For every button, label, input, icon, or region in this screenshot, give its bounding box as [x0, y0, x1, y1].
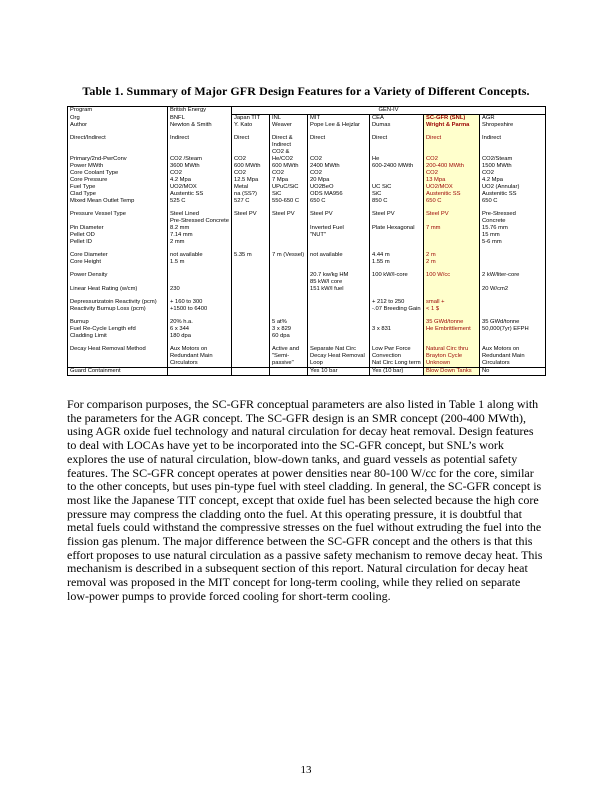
- value-cell: CO2/Steam: [480, 156, 546, 163]
- value-cell: 180 dpa: [168, 333, 232, 340]
- value-cell: 100 kW/l-core: [370, 272, 424, 286]
- value-cell: 20.7 kw/kg HM 85 kW/l core: [308, 272, 370, 286]
- value-cell: 20 W/cm2: [480, 286, 546, 293]
- value-cell: 15.76 mm: [480, 225, 546, 232]
- value-cell: [232, 259, 270, 266]
- body-paragraph: For comparison purposes, the SC-GFR conceptual parameters are also listed in Table 1 along with the parameters for the AGR concept. The SC-GFR design is an SMR concept (200-400 MWth), using AGR oxide fuel technology and natural circulation for decay heat removal. Design features to deal with LOCAs have yet to be incorporated into the SC-GFR concept, but SNL’s work explores the use of natural circulation, blow-down tanks, and guard vessels as potential safety features. The SC-GFR concept operates at power densities near 80-100 W/cc for the core, similar to the other concepts, but uses pin-type fuel with steel cladding. In general, the SC-GFR concept is most like the Japanese TIT concept, except that oxide fuel has been selected because the high core pressure may compress the cladding onto the fuel. At this operating pressure, it is doubtful that metal fuels could withstand the compressive stresses on the fuel without extruding the fuel into the fission gas plenum. The major difference between the SC-GFR concept and the others is that this effort proposes to use natural circulation as a passive safety mechanism to remove decay heat. This mechanism is described in a subsequent section of this report. Natural circulation for decay heat removal was proposed in the MIT concept for long-term cooling, while they relied on separate low-power pumps to provide forced cooling for short-term cooling.: [67, 397, 543, 603]
- value-cell: [232, 299, 270, 306]
- value-cell: [424, 333, 480, 340]
- row-label: Pressure Vessel Type: [68, 211, 168, 225]
- value-cell: UO2 (Annular): [480, 184, 546, 191]
- value-cell: [370, 319, 424, 326]
- value-cell: Direct: [232, 135, 270, 156]
- value-cell: [370, 333, 424, 340]
- row-label: Reactivity Burnup Loss (pcm): [68, 306, 168, 313]
- value-cell: 60 dpa: [270, 333, 308, 340]
- value-cell: 3600 MWth: [168, 163, 232, 170]
- table-row: [68, 135, 546, 156]
- author-label: Author: [68, 122, 168, 129]
- value-cell: 650 C: [308, 198, 370, 205]
- value-cell: [232, 225, 270, 232]
- value-cell: Inverted Fuel: [308, 225, 370, 232]
- value-cell: [424, 286, 480, 293]
- value-cell: [370, 177, 424, 184]
- value-cell: CO2: [232, 170, 270, 177]
- value-cell: [232, 232, 270, 239]
- value-cell: 4.2 Mpa: [480, 177, 546, 184]
- table-row: [68, 272, 546, 286]
- value-cell: Aux Motors on Redundant Main Circulators: [168, 346, 232, 368]
- row-label: Cladding Limit: [68, 333, 168, 340]
- value-cell: Low Pwr Force Convection Nat Circ Long term: [370, 346, 424, 368]
- table-row: [68, 326, 546, 333]
- value-cell: Austentic SS: [168, 191, 232, 198]
- value-cell: SiC: [370, 191, 424, 198]
- value-cell: 1500 MWth: [480, 163, 546, 170]
- value-cell: Metal: [232, 184, 270, 191]
- row-label: Core Height: [68, 259, 168, 266]
- value-cell: [270, 259, 308, 266]
- value-cell: 1.55 m: [370, 259, 424, 266]
- value-cell: Active and "Semi- passive": [270, 346, 308, 368]
- value-cell: Direct: [308, 135, 370, 156]
- org-cell: INL: [270, 115, 308, 123]
- org-label: Org: [68, 115, 168, 123]
- value-cell: Direct: [424, 135, 480, 156]
- value-cell: 525 C: [168, 198, 232, 205]
- value-cell: [480, 259, 546, 266]
- value-cell: Aux Motors on Redundant Main Circulators: [480, 346, 546, 368]
- table-row: [68, 184, 546, 191]
- value-cell: [480, 306, 546, 313]
- value-cell: [232, 333, 270, 340]
- table-row: [68, 319, 546, 326]
- table-row: [68, 239, 546, 246]
- org-row: [68, 115, 546, 123]
- value-cell: [168, 272, 232, 286]
- value-cell: 5.35 m: [232, 252, 270, 259]
- row-label: Fuel Type: [68, 184, 168, 191]
- org-cell: AGR: [480, 115, 546, 123]
- value-cell: UO2BeO: [308, 184, 370, 191]
- value-cell: Steel PV: [270, 211, 308, 225]
- value-cell: 850 C: [370, 198, 424, 205]
- value-cell: 230: [168, 286, 232, 293]
- value-cell: Indirect: [168, 135, 232, 156]
- value-cell: [308, 319, 370, 326]
- value-cell: CO2: [232, 156, 270, 163]
- value-cell: Pre-Stressed Concrete: [480, 211, 546, 225]
- table-row: [68, 286, 546, 293]
- value-cell: [270, 306, 308, 313]
- value-cell: Direct: [370, 135, 424, 156]
- row-label: Linear Heat Rating (w/cm): [68, 286, 168, 293]
- value-cell: 7 m (Vessel): [270, 252, 308, 259]
- table-row: [68, 346, 546, 368]
- value-cell: [480, 252, 546, 259]
- value-cell: 527 C: [232, 198, 270, 205]
- author-cell: Weaver: [270, 122, 308, 129]
- value-cell: 151 kW/l fuel: [308, 286, 370, 293]
- value-cell: 5-6 mm: [480, 239, 546, 246]
- row-label: Core Diameter: [68, 252, 168, 259]
- value-cell: 7 Mpa: [270, 177, 308, 184]
- table-row: [68, 232, 546, 239]
- value-cell: [232, 272, 270, 286]
- value-cell: 7.14 mm: [168, 232, 232, 239]
- value-cell: Steel PV: [308, 211, 370, 225]
- row-label: Direct/Indirect: [68, 135, 168, 156]
- value-cell: small +: [424, 299, 480, 306]
- value-cell: Yes 10 bar: [308, 368, 370, 376]
- value-cell: [168, 368, 232, 376]
- row-label: Core Coolant Type: [68, 170, 168, 177]
- value-cell: [308, 299, 370, 306]
- row-label: Guard Containment: [68, 368, 168, 376]
- value-cell: 5 at%: [270, 319, 308, 326]
- value-cell: 4.2 Mpa: [168, 177, 232, 184]
- value-cell: [270, 286, 308, 293]
- value-cell: 2 m: [424, 252, 480, 259]
- value-cell: 20 Mpa: [308, 177, 370, 184]
- group-gen-iv: GEN-IV: [232, 107, 546, 115]
- author-cell: Shropeshire: [480, 122, 546, 129]
- value-cell: 2 mm: [168, 239, 232, 246]
- org-cell: Japan TIT: [232, 115, 270, 123]
- value-cell: Steel PV: [232, 211, 270, 225]
- row-label: Pin Diameter: [68, 225, 168, 232]
- value-cell: [232, 319, 270, 326]
- value-cell: [270, 225, 308, 232]
- value-cell: Steel PV: [424, 211, 480, 225]
- table-row: [68, 211, 546, 225]
- value-cell: [480, 333, 546, 340]
- value-cell: 2 kW/liter-core: [480, 272, 546, 286]
- value-cell: [424, 232, 480, 239]
- value-cell: CO2: [480, 170, 546, 177]
- org-cell: CEA: [370, 115, 424, 123]
- value-cell: [232, 286, 270, 293]
- table-row: [68, 156, 546, 163]
- value-cell: [232, 239, 270, 246]
- value-cell: not available: [168, 252, 232, 259]
- row-label: Pellet OD: [68, 232, 168, 239]
- table-row: [68, 306, 546, 313]
- table-row: [68, 170, 546, 177]
- value-cell: Yes (10 bar): [370, 368, 424, 376]
- value-cell: [308, 333, 370, 340]
- org-cell: SC-GFR (SNL): [424, 115, 480, 123]
- row-label: Clad Type: [68, 191, 168, 198]
- row-label: Pellet ID: [68, 239, 168, 246]
- table-row: [68, 252, 546, 259]
- value-cell: [270, 368, 308, 376]
- row-label: Fuel Re-Cycle Length efd: [68, 326, 168, 333]
- value-cell: [480, 299, 546, 306]
- value-cell: 35 GWd/tonne: [480, 319, 546, 326]
- row-label: Power Density: [68, 272, 168, 286]
- value-cell: He: [370, 156, 424, 163]
- row-label: Burnup: [68, 319, 168, 326]
- value-cell: CO2: [308, 170, 370, 177]
- value-cell: na (SS?): [232, 191, 270, 198]
- table-row: [68, 299, 546, 306]
- org-cell: MIT: [308, 115, 370, 123]
- value-cell: CO2 /Steam: [168, 156, 232, 163]
- value-cell: Austenitic SS: [480, 191, 546, 198]
- value-cell: [270, 272, 308, 286]
- value-cell: He Embrittlement: [424, 326, 480, 333]
- row-label: Depressurizatoin Reactivity (pcm): [68, 299, 168, 306]
- program-row: [68, 107, 546, 115]
- value-cell: Separate Nat Circ Decay Heat Removal Loop: [308, 346, 370, 368]
- row-label: Decay Heat Removal Method: [68, 346, 168, 368]
- author-cell: Dumas: [370, 122, 424, 129]
- value-cell: 13 Mpa: [424, 177, 480, 184]
- value-cell: [424, 239, 480, 246]
- table-row: [68, 163, 546, 170]
- value-cell: 15 mm: [480, 232, 546, 239]
- value-cell: Blow Down Tanks: [424, 368, 480, 376]
- value-cell: +1500 to 6400: [168, 306, 232, 313]
- value-cell: < 1 $: [424, 306, 480, 313]
- row-label: Mixed Mean Outlet Temp: [68, 198, 168, 205]
- value-cell: 650 C: [424, 198, 480, 205]
- value-cell: 200-400 MWth: [424, 163, 480, 170]
- value-cell: CO2: [308, 156, 370, 163]
- value-cell: 2400 MWth: [308, 163, 370, 170]
- value-cell: 35 GWd/tonne: [424, 319, 480, 326]
- value-cell: 100 W/cc: [424, 272, 480, 286]
- table-row: [68, 225, 546, 232]
- value-cell: ODS MA956: [308, 191, 370, 198]
- value-cell: + 160 to 300: [168, 299, 232, 306]
- author-cell: Pope Lee & Hejzlar: [308, 122, 370, 129]
- value-cell: UC SiC: [370, 184, 424, 191]
- value-cell: [270, 299, 308, 306]
- value-cell: UO2/MOX: [168, 184, 232, 191]
- table-row: [68, 177, 546, 184]
- value-cell: Steel Lined Pre-Stressed Concrete: [168, 211, 232, 225]
- value-cell: Plate Hexagonal: [370, 225, 424, 232]
- value-cell: 12.5 Mpa: [232, 177, 270, 184]
- value-cell: 600 MWth: [270, 163, 308, 170]
- table-row: [68, 259, 546, 266]
- value-cell: [370, 232, 424, 239]
- value-cell: [370, 170, 424, 177]
- table-row: [68, 333, 546, 340]
- org-cell: BNFL: [168, 115, 232, 123]
- value-cell: Natural Circ thru Brayton Cycle Unknown: [424, 346, 480, 368]
- value-cell: [232, 368, 270, 376]
- value-cell: [270, 239, 308, 246]
- value-cell: [370, 286, 424, 293]
- value-cell: "NUT": [308, 232, 370, 239]
- value-cell: -.07 Breeding Gain: [370, 306, 424, 313]
- author-cell: Wright & Parma: [424, 122, 480, 129]
- value-cell: CO2: [424, 170, 480, 177]
- value-cell: Austenitic SS: [424, 191, 480, 198]
- value-cell: not available: [308, 252, 370, 259]
- row-label: Core Pressure: [68, 177, 168, 184]
- table-title: Table 1. Summary of Major GFR Design Features for a Variety of Different Concepts.: [82, 84, 530, 98]
- author-cell: Y. Kato: [232, 122, 270, 129]
- value-cell: [308, 306, 370, 313]
- table-row: [68, 368, 546, 376]
- value-cell: No: [480, 368, 546, 376]
- value-cell: [308, 326, 370, 333]
- value-cell: UO2/MOX: [424, 184, 480, 191]
- row-label: Primary/2nd-PwrConv: [68, 156, 168, 163]
- value-cell: UPuC/SiC: [270, 184, 308, 191]
- value-cell: 650 C: [480, 198, 546, 205]
- value-cell: 7 mm: [424, 225, 480, 232]
- row-label: Power MWth: [68, 163, 168, 170]
- value-cell: [370, 239, 424, 246]
- program-label: Program: [68, 107, 168, 115]
- value-cell: + 212 to 250: [370, 299, 424, 306]
- value-cell: [308, 259, 370, 266]
- value-cell: 600 MWth: [232, 163, 270, 170]
- value-cell: 4.44 m: [370, 252, 424, 259]
- value-cell: 6 x 344: [168, 326, 232, 333]
- table-row: [68, 198, 546, 205]
- value-cell: 3 x 829: [270, 326, 308, 333]
- value-cell: [308, 239, 370, 246]
- author-cell: Newton & Smith: [168, 122, 232, 129]
- value-cell: 3 x 831: [370, 326, 424, 333]
- value-cell: 600-2400 MWth: [370, 163, 424, 170]
- value-cell: [232, 346, 270, 368]
- table-row: [68, 191, 546, 198]
- value-cell: SiC: [270, 191, 308, 198]
- value-cell: CO2: [270, 170, 308, 177]
- value-cell: 550-650 C: [270, 198, 308, 205]
- value-cell: 20% h.a.: [168, 319, 232, 326]
- value-cell: CO2: [424, 156, 480, 163]
- value-cell: CO2: [168, 170, 232, 177]
- group-british-energy: British Energy: [168, 107, 232, 115]
- value-cell: He/CO2: [270, 156, 308, 163]
- value-cell: 8.2 mm: [168, 225, 232, 232]
- value-cell: [232, 326, 270, 333]
- value-cell: 2 m: [424, 259, 480, 266]
- author-row: [68, 122, 546, 129]
- value-cell: Steel PV: [370, 211, 424, 225]
- value-cell: Direct & Indirect CO2 &: [270, 135, 308, 156]
- value-cell: [270, 232, 308, 239]
- value-cell: [232, 306, 270, 313]
- page-number: 13: [300, 764, 312, 776]
- value-cell: Indirect: [480, 135, 546, 156]
- value-cell: 1.5 m: [168, 259, 232, 266]
- value-cell: 50,000(7yr) EFPH: [480, 326, 546, 333]
- gfr-summary-table: [67, 106, 546, 376]
